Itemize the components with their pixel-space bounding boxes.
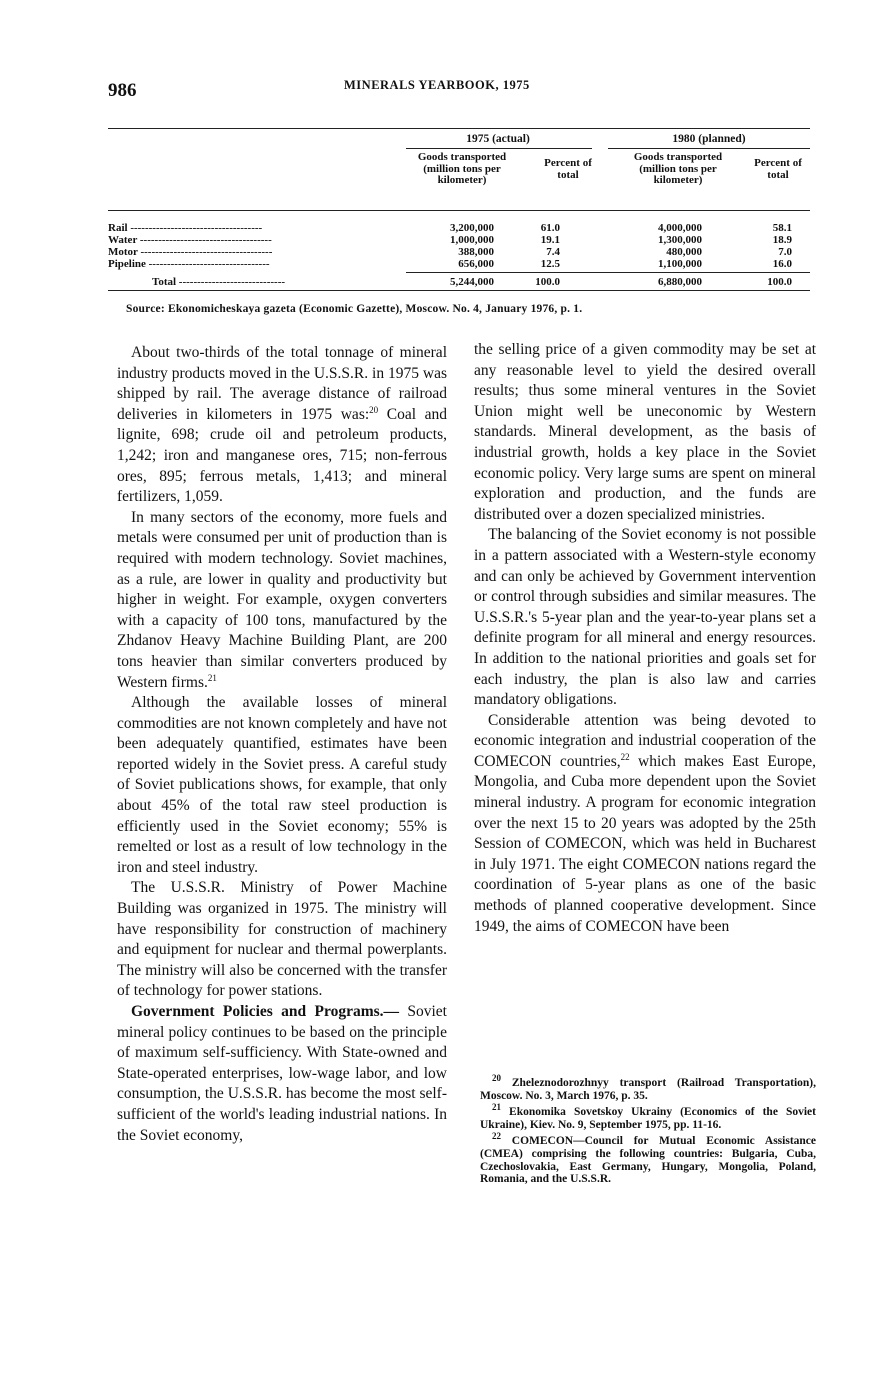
running-head: MINERALS YEARBOOK, 1975 — [344, 78, 530, 92]
group-header-1980: 1980 (planned) — [672, 133, 746, 145]
cell-goods-1975: 5,244,000 — [450, 276, 494, 288]
header-rule — [108, 210, 810, 211]
row-label: Motor ------------------------------------ — [108, 246, 273, 258]
row-label: Total ----------------------------- — [152, 276, 286, 288]
table-row — [108, 222, 810, 234]
cell-goods-1980: 1,100,000 — [658, 258, 702, 270]
footnote-ref: 22 — [620, 751, 630, 762]
cell-percent-1980: 18.9 — [772, 234, 792, 246]
cell-goods-1980: 6,880,000 — [658, 276, 702, 288]
footnote: $^{22}$ COMECON—Council for Mutual Economic Assistance (CMEA) comprising the following countries: Bulgaria, Cuba, Czechoslovakia, East Germany, Hungary, Mongolia, Poland, Romania, and the U.S.S.R. — [480, 1131, 816, 1186]
cell-goods-1975: 1,000,000 — [450, 234, 494, 246]
footnotes — [480, 1073, 816, 1190]
cell-percent-1980: 100.0 — [767, 276, 792, 288]
sum-rule — [406, 272, 810, 273]
paragraph: the selling price of a given commodity may be set at any reasonable level to yield the desired overall results; thus some mineral ventures in the Soviet Union might well be uneconomic by Western standards. Mineral development, as the basis of industrial growth, holds a key place in the Soviet economic policy. Very large sums are spent on mineral exploration and production, and the funds are distributed over a dozen specialized ministries. — [474, 341, 816, 523]
cell-goods-1980: 4,000,000 — [658, 222, 702, 234]
footnote-ref: 21 — [207, 672, 217, 683]
table-top-rule — [108, 128, 810, 129]
row-label: Pipeline --------------------------------- — [108, 258, 270, 270]
page-number: 986 — [108, 80, 137, 101]
cell-percent-1980: 7.0 — [778, 246, 792, 258]
cell-goods-1980: 1,300,000 — [658, 234, 702, 246]
cell-goods-1975: 656,000 — [458, 258, 494, 270]
table-row — [108, 234, 810, 246]
table-row — [108, 246, 810, 258]
footnote: $^{20}$ Zheleznodorozhnyy transport (Railroad Transportation), Moscow. No. 3, March 1976, p. 35. — [480, 1073, 816, 1102]
cell-percent-1975: 7.4 — [546, 246, 560, 258]
cell-percent-1975: 61.0 — [540, 222, 560, 234]
col-header-percent-1975: Percent of total — [544, 157, 592, 181]
paragraph: Considerable attention was being devoted to economic integration and industrial cooperation of the COMECON countries,$^{22}$ which makes East Europe, Mongolia, and Cuba more dependent upon the Soviet mineral industry. A program for economic integration over the next 15 to 20 years was adopted by the 25th Session of COMECON, which was held in Bucharest in July 1971. The eight COMECON nations regard the coordination of 5-year plans as one of the basic methods of planned cooperative development. Since 1949, the aims of COMECON have been — [474, 711, 816, 935]
col-header-percent-1980: Percent of total — [754, 157, 802, 181]
col-header-goods-1980: Goods transported (million tons per kilometer) — [633, 151, 723, 186]
paragraph: Government Policies and Programs.— Soviet mineral policy continues to be based on the principle of maximum self-sufficiency. With State-owned and State-operated enterprises, low-wage labor, and low consumption, the U.S.S.R. has become the most self-sufficient of the world's leading industrial nations. In the Soviet economy, — [117, 1003, 447, 1144]
cell-percent-1980: 16.0 — [772, 258, 792, 270]
table-row — [108, 258, 810, 270]
cell-goods-1980: 480,000 — [666, 246, 702, 258]
paragraph: About two-thirds of the total tonnage of mineral industry products moved in the U.S.S.R. in 1975 was shipped by rail. The average distance of railroad deliveries in kilometers in 1975 was:$^{20}$ Coal and lignite, 698; crude oil and petroleum products, 1,242; iron and manganese ores, 715; non-ferrous ores, 895; ferrous metals, 1,413; and mineral fertilizers, 1,059. — [117, 344, 447, 506]
cell-goods-1975: 3,200,000 — [450, 222, 494, 234]
section-heading: Government Policies and Programs.— — [131, 1003, 400, 1020]
col-header-goods-1975: Goods transported (million tons per kilometer) — [417, 151, 507, 186]
footnote: $^{21}$ Ekonomika Sovetskoy Ukrainy (Economics of the Soviet Ukraine), Kiev. No. 9, September 1975, pp. 11-16. — [480, 1102, 816, 1131]
cell-goods-1975: 388,000 — [458, 246, 494, 258]
cell-percent-1980: 58.1 — [772, 222, 792, 234]
paragraph: Although the available losses of mineral commodities are not known completely and have not been adequately quantified, estimates have been reported widely in the Soviet press. A careful study of Soviet publications shows, for example, that only about 45% of the total raw steel production is efficiently used in the Soviet economy; 55% is remelted or lost as a result of low technology in the iron and steel industry. — [117, 694, 447, 876]
table-row-total — [108, 276, 810, 288]
group-rule-1975 — [406, 148, 592, 149]
cell-percent-1975: 19.1 — [540, 234, 560, 246]
row-label: Rail ------------------------------------ — [108, 222, 263, 234]
table-bottom-rule — [108, 290, 810, 291]
cell-percent-1975: 12.5 — [540, 258, 560, 270]
paragraph: The U.S.S.R. Ministry of Power Machine Building was organized in 1975. The ministry will have responsibility for construction of machinery and equipment for nuclear and thermal powerplants. The ministry will also be concerned with the transfer of technology for power stations. — [117, 879, 447, 1000]
paragraph: The balancing of the Soviet economy is not possible in a pattern associated with a Western-style economy and can only be achieved by Government intervention or control through subsidies and similar measures. The U.S.S.R.'s 5-year plan and the year-to-year plans set a definite program for all mineral and energy resources. In addition to the national priorities and goals set for each industry, the plan is also law and carries mandatory obligations. — [474, 526, 816, 709]
paragraph: In many sectors of the economy, more fuels and metals were consumed per unit of production than is required with modern technology. Soviet machines, as a rule, are lower in quality and productivity but higher in weight. For example, oxygen converters with a capacity of 100 tons, manufactured by the Zhdanov Heavy Machine Building Plant, are 200 tons heavier than similar converters produced by Western firms.$^{21}$ — [117, 508, 447, 691]
footnote-ref: 20 — [369, 404, 379, 415]
body-column-right — [474, 340, 816, 937]
table-source-note: Source: Ekonomicheskaya gazeta (Economic Gazette), Moscow. No. 4, January 1976, p. 1. — [126, 303, 583, 315]
group-header-1975: 1975 (actual) — [466, 133, 530, 145]
body-column-left — [117, 343, 447, 1146]
row-label: Water ------------------------------------ — [108, 234, 272, 246]
cell-percent-1975: 100.0 — [535, 276, 560, 288]
group-rule-1980 — [608, 148, 810, 149]
